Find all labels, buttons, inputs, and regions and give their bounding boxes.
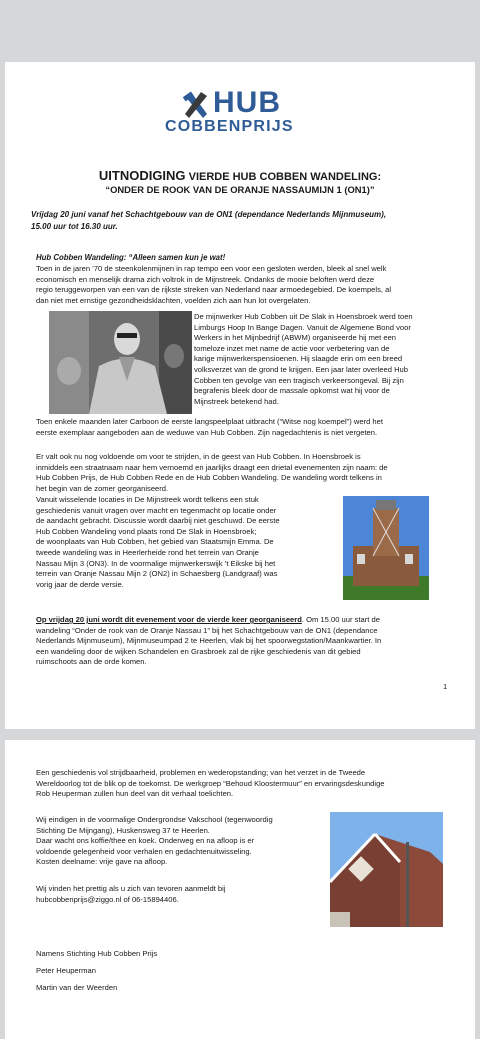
text-line: Kosten deelname: vrije gave na afloop. <box>36 857 168 867</box>
vakschool-building-photo <box>330 812 443 927</box>
intro-paragraph <box>36 264 466 306</box>
text-line: begrafenis bleek door de massale opkomst wat hij voor de <box>194 386 390 396</box>
locaties-paragraph <box>36 495 336 590</box>
text-line: terrein van Oranje Nassau Mijn 2 (ON2) in Schaesberg (Landgraaf) was <box>36 569 278 579</box>
text-line: Vanuit wisselende locaties in De Mijnstreek wordt telkens een stuk <box>36 495 259 504</box>
event-bold-text: Op vrijdag 20 juni wordt dit evenement voor de vierde keer georganiseerd <box>36 615 302 624</box>
locatie-paragraph <box>36 815 326 868</box>
text-line: Nederlands Mijnmuseum), Mijnmuseumpad 2 te Heerlen, vlak bij het spoorwegstation/Maankwartier. In <box>36 636 382 646</box>
aanmelden-paragraph <box>36 884 326 905</box>
invitation-subtitle: “ONDER DE ROOK VAN DE ORANJE NASSAUMIJN 1 (ON1)” <box>105 184 375 195</box>
signer-name: Martin van der Weerden <box>36 983 118 992</box>
text-line: voldoende gelegenheid voor verhalen en gedachtenuitwisseling. <box>36 846 252 856</box>
text-line: vorig jaar de derde versie. <box>36 579 124 589</box>
text-line: Een geschiedenis vol strijdbaarheid, problemen en wederopstanding; van het verzet in de Tweede <box>36 768 366 777</box>
shaft-building-photo <box>343 496 429 600</box>
text-line: inmiddels een straatnaam naar hem vernoemd en jaarlijks draagt een drietal evenementen zijn naam: de <box>36 462 388 472</box>
namens-text: Namens Stichting Hub Cobben Prijs <box>36 949 158 958</box>
title-rest: VIERDE HUB COBBEN WANDELING: <box>185 171 382 183</box>
text-line: Stichting De Mijngang), Huskensweg 37 te Heerlen. <box>36 825 210 835</box>
text-line: Rob Heuperman zullen hun deel van dit verhaal toelichten. <box>36 789 234 799</box>
carboon-paragraph <box>36 417 466 438</box>
signer-name: Peter Heuperman <box>36 966 96 975</box>
text-line: Hub Cobben Wandeling vond plaats rond De Slak in Hoensbroek; <box>36 526 257 536</box>
date-line: Vrijdag 20 juni vanaf het Schachtgebouw van de ON1 (dependance Nederlands Mijnmuseum), <box>31 210 387 219</box>
text-line: volksverzet van de grond te krijgen. Een jaar later overleed Hub <box>194 364 409 374</box>
text-line: dan niet met ernstige gezondheidsklachten, voelden zich aan hun lot overgelaten. <box>36 295 311 305</box>
hub-cobben-photo <box>49 311 192 414</box>
text-line: Limburgs Hoop In Bange Dagen. Vanuit de Algemene Bond voor <box>194 322 411 332</box>
section-heading: Hub Cobben Wandeling: “Alleen samen kun je wat! <box>36 253 226 262</box>
text-line: Cobben ten gevolge van een tragisch verkeersongeval. Bij zijn <box>194 375 404 385</box>
logo-cobbenprijs-text: COBBENPRIJS <box>165 118 294 135</box>
invitation-title <box>5 168 475 183</box>
text-line: ruimschoots aan de orde komen. <box>36 657 147 667</box>
verhaal-paragraph <box>36 768 466 800</box>
event-date <box>31 209 451 232</box>
text-line: tomeloze inzet met name de actie voor verbetering van de <box>194 343 390 353</box>
text-line: een wandeling door de wijken Schandelen en Grasbroek zal de rijke geschiedenis van dit gebied <box>36 646 361 656</box>
document-page-1 <box>5 62 475 729</box>
text-line: karige mijnwerkerspensioenen. Hij slaagde erin om een breed <box>194 354 403 364</box>
text-line: Toen in de jaren ’70 de steenkolenmijnen in rap tempo een voor een gesloten werden, bleek al snel welk <box>36 264 387 273</box>
text-line: de aandacht gebracht. Discussie wordt daarbij niet geschuwd. De eerste <box>36 516 280 526</box>
text-line: hubcobbenprijs@ziggo.nl of 06-15894406. <box>36 894 179 904</box>
text-line: Toen enkele maanden later Carboon de eerste langspeelplaat uitbracht (“Witse nog koempel”) werd het <box>36 417 383 426</box>
strijd-paragraph <box>36 452 466 494</box>
date-line: 15.00 uur tot 16.30 uur. <box>31 221 118 231</box>
text-line: regio teruggeworpen van een van de rijkste streken van Nederland naar armoedegebied. De koempels, al <box>36 285 392 295</box>
text-line: het begin van de zomer georganiseerd. <box>36 483 169 493</box>
text-line: De mijnwerker Hub Cobben uit De Slak in Hoensbroek werd toen <box>194 312 413 321</box>
text-line: Hub Cobben Prijs, de Hub Cobben Rede en de Hub Cobben Wandeling. De wandeling wordt telkens in <box>36 473 382 483</box>
text-line: de woonplaats van Hub Cobben, het gebied van Staatsmijn Emma. De <box>36 537 274 547</box>
text-line: Mijnstreek betekend had. <box>194 396 279 406</box>
hammer-and-pick-icon <box>181 90 211 120</box>
text-line: Nassau Mijn 3 (ON3). In de voormalige mijnwerkerswijk ’t Eikske bij het <box>36 558 276 568</box>
text-line: economisch en menselijk drama zich voltrok in de Mijnstreek. Ondanks de mooie beloften werd deze <box>36 274 375 284</box>
event-text: . Om 15.00 uur start de <box>301 615 380 624</box>
text-line: Werkers in het Mijnbedrijf (ABWM) organiseerde hij met een <box>194 333 397 343</box>
text-line: Er valt ook nu nog voldoende om voor te strijden, in de geest van Hub Cobben. In Hoensbroek is <box>36 452 361 461</box>
page-number: 1 <box>443 682 448 691</box>
text-line: wandeling “Onder de rook van de Oranje Nassau 1” bij het Schachtgebouw van de ON1 (dependance <box>36 625 378 635</box>
title-uitnodiging: UITNODIGING <box>98 168 186 183</box>
text-line: tweede wandeling was in Heerlerheide rond het terrein van Oranje <box>36 547 259 557</box>
text-line: Wereldoorlog tot de blik op de toekomst. De werkgroep “Behoud Kloostermuur” en ervaringsdeskundige <box>36 778 385 788</box>
text-line: eerste exemplaar aangeboden aan de weduwe van Hub Cobben. Zijn nagedachtenis is niet vergeten. <box>36 427 378 437</box>
text-line: Wij vinden het prettig als u zich van tevoren aanmeldt bij <box>36 884 226 893</box>
event-paragraph <box>36 615 466 668</box>
logo-hub-text: HUB <box>213 86 281 119</box>
bio-paragraph <box>194 312 464 407</box>
text-line: Daar wacht ons koffie/thee en koek. Onderweg en na afloop is er <box>36 836 255 846</box>
document-page-2 <box>5 740 475 1039</box>
text-line: geschiedenis vanuit vragen over macht en tegenmacht op locatie onder <box>36 505 277 515</box>
text-line: Wij eindigen in de voormalige Ondergrondse Vakschool (tegenwoordig <box>36 815 273 824</box>
text-line <box>36 615 466 626</box>
